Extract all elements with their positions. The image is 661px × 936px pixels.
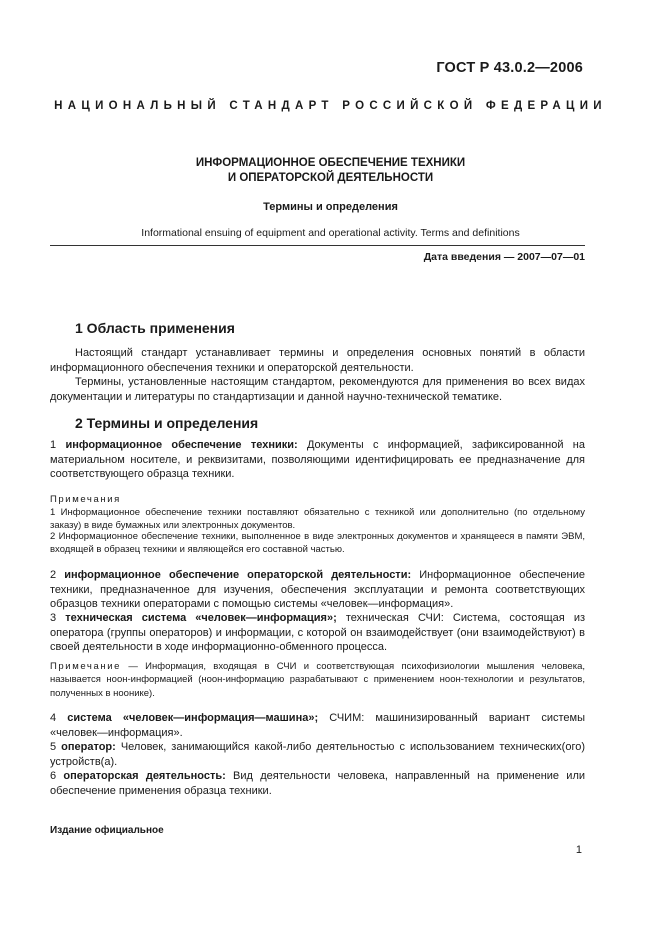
section-1-heading: 1 Область применения xyxy=(75,320,235,336)
term-3-name: техническая система «человек—информация»; xyxy=(65,612,337,624)
note-2: 2 Информационное обеспечение техники, выполненное в виде электронных документов и хранящееся в памяти ЭВМ, входящей в образец техники и являющейся его составной частью. xyxy=(50,531,585,556)
title-line-1: ИНФОРМАЦИОННОЕ ОБЕСПЕЧЕНИЕ ТЕХНИКИ xyxy=(195,157,466,169)
national-standard-banner: НАЦИОНАЛЬНЫЙ СТАНДАРТ РОССИЙСКОЙ ФЕДЕРАЦИИ xyxy=(54,100,607,112)
term-1-name: информационное обеспечение техники: xyxy=(65,439,298,451)
term-2-name: информационное обеспечение операторской деятельности: xyxy=(64,569,412,581)
section-1-paragraph-1: Настоящий стандарт устанавливает термины и определения основных понятий в области информационного обеспечения техники и операторской деятельности. xyxy=(50,347,585,374)
term-3: 3 техническая система «человек—информация»; техническая СЧИ: Система, состоящая из оператора (группы операторов) и информации, с которой он взаимодействует (они взаимодействуют) в своей деятельности в ходе информационно-обменного процесса. xyxy=(50,612,586,654)
standard-code: ГОСТ Р 43.0.2—2006 xyxy=(436,60,583,76)
notes-heading: Примечания xyxy=(50,494,121,505)
term-5-name: оператор: xyxy=(61,741,116,753)
note-1: 1 Информационное обеспечение техники поставляют обязательно с техникой или дополнительно (по отдельному заказу) в виде бумажных или электронных документов. xyxy=(50,507,585,532)
section-2-heading: 2 Термины и определения xyxy=(75,415,259,431)
term-2: 2 информационное обеспечение операторской деятельности: Информационное обеспечение техники, предназначенное для изучения, обеспечения эксплуатации и ремонта соответствующих образцов техники операторами с помощью системы «человек—информация». xyxy=(50,569,586,611)
title-line-2: И ОПЕРАТОРСКОЙ ДЕЯТЕЛЬНОСТИ xyxy=(227,172,434,184)
english-title: Informational ensuing of equipment and operational activity. Terms and definitions xyxy=(141,227,520,239)
term-6-name: операторская деятельность: xyxy=(63,770,226,782)
note-3: Примечание — Информация, входящая в СЧИ и соответствующая психофизиологии мышления человека, называется ноон-информацией (ноон-информацию разрабатывают с применением ноон-технологии и результатов, полученных в ноонике). xyxy=(50,661,586,699)
official-edition-label: Издание официальное xyxy=(50,825,164,836)
term-5: 5 оператор: Человек, занимающийся какой-либо деятельностью с использованием технических(ого) устройств(а). xyxy=(50,741,586,768)
term-6: 6 операторская деятельность: Вид деятельности человека, направленный на применение или обеспечение применения образца техники. xyxy=(50,770,586,797)
document-title xyxy=(50,156,611,186)
term-4: 4 система «человек—информация—машина»; СЧИМ: машинизированный вариант системы «человек—информация». xyxy=(50,712,585,739)
section-1-paragraph-2: Термины, установленные настоящим стандартом, рекомендуются для применения во всех видах документации и литературы по стандартизации и данной научно-технической тематике. xyxy=(50,376,585,403)
header-divider xyxy=(50,245,585,246)
document-subtitle: Термины и определения xyxy=(263,201,398,213)
term-1: 1 информационное обеспечение техники: Документы с информацией, зафиксированной на материальном носителе, и реквизитами, позволяющими идентифицировать ее предназначение для соответствующего образца техники. xyxy=(50,439,585,481)
page-number: 1 xyxy=(575,844,582,856)
term-4-name: система «человек—информация—машина»; xyxy=(67,712,319,724)
introduction-date: Дата введения — 2007—07—01 xyxy=(423,251,585,263)
